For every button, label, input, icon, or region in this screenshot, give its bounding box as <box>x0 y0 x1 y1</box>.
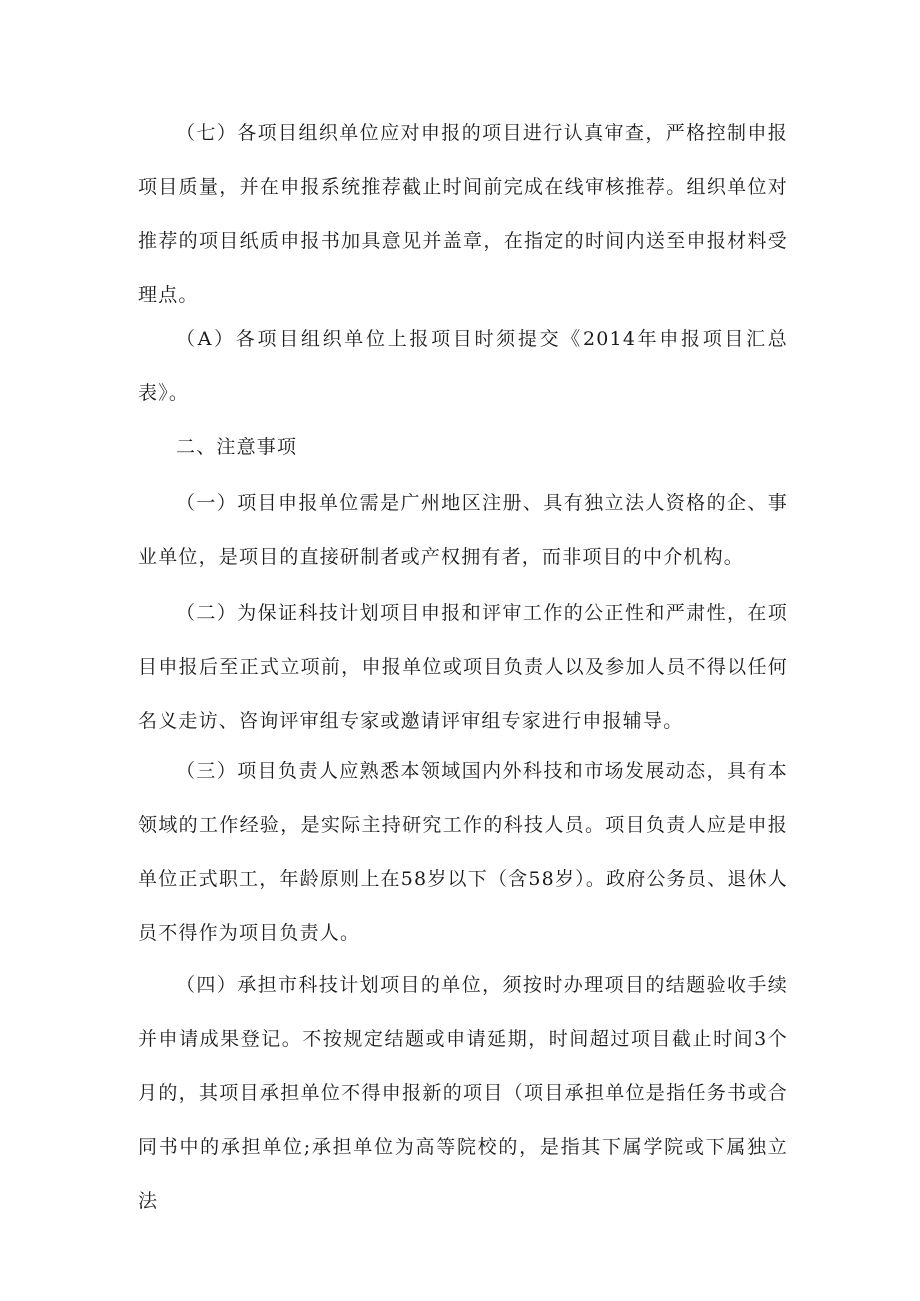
paragraph-item-7: （七）各项目组织单位应对申报的项目进行认真审查，严格控制申报项目质量，并在申报系统推荐截止时间前完成在线审核推荐。组织单位对推荐的项目纸质申报书加具意见并盖章，在指定的时间内送至申报材料受理点。 <box>138 122 788 306</box>
section-heading-notes: 二、注意事项 <box>176 436 298 458</box>
notice-item-4: （四）承担市科技计划项目的单位，须按时办理项目的结题验收手续并申请成果登记。不按规定结题或申请延期，时间超过项目截止时间3个月的，其项目承担单位不得申报新的项目（项目承担单位是指任务书或合同书中的承担单位;承担单位为高等院校的，是指其下属学院或下属独立法 <box>138 974 788 1212</box>
notice-item-1: （一）项目申报单位需是广州地区注册、具有独立法人资格的企、事业单位，是项目的直接研制者或产权拥有者，而非项目的中介机构。 <box>138 492 788 568</box>
paragraph-item-8: （A）各项目组织单位上报项目时须提交《2014年申报项目汇总表》。 <box>138 328 788 404</box>
notice-item-3: （三）项目负责人应熟悉本领域国内外科技和市场发展动态，具有本领域的工作经验，是实际主持研究工作的科技人员。项目负责人应是申报单位正式职工，年龄原则上在58岁以下（含58岁）。政府公务员、退休人员不得作为项目负责人。 <box>138 760 788 944</box>
notice-item-2: （二）为保证科技计划项目申报和评审工作的公正性和严肃性，在项目申报后至正式立项前，申报单位或项目负责人以及参加人员不得以任何名义走访、咨询评审组专家或邀请评审组专家进行申报辅导。 <box>138 602 788 732</box>
